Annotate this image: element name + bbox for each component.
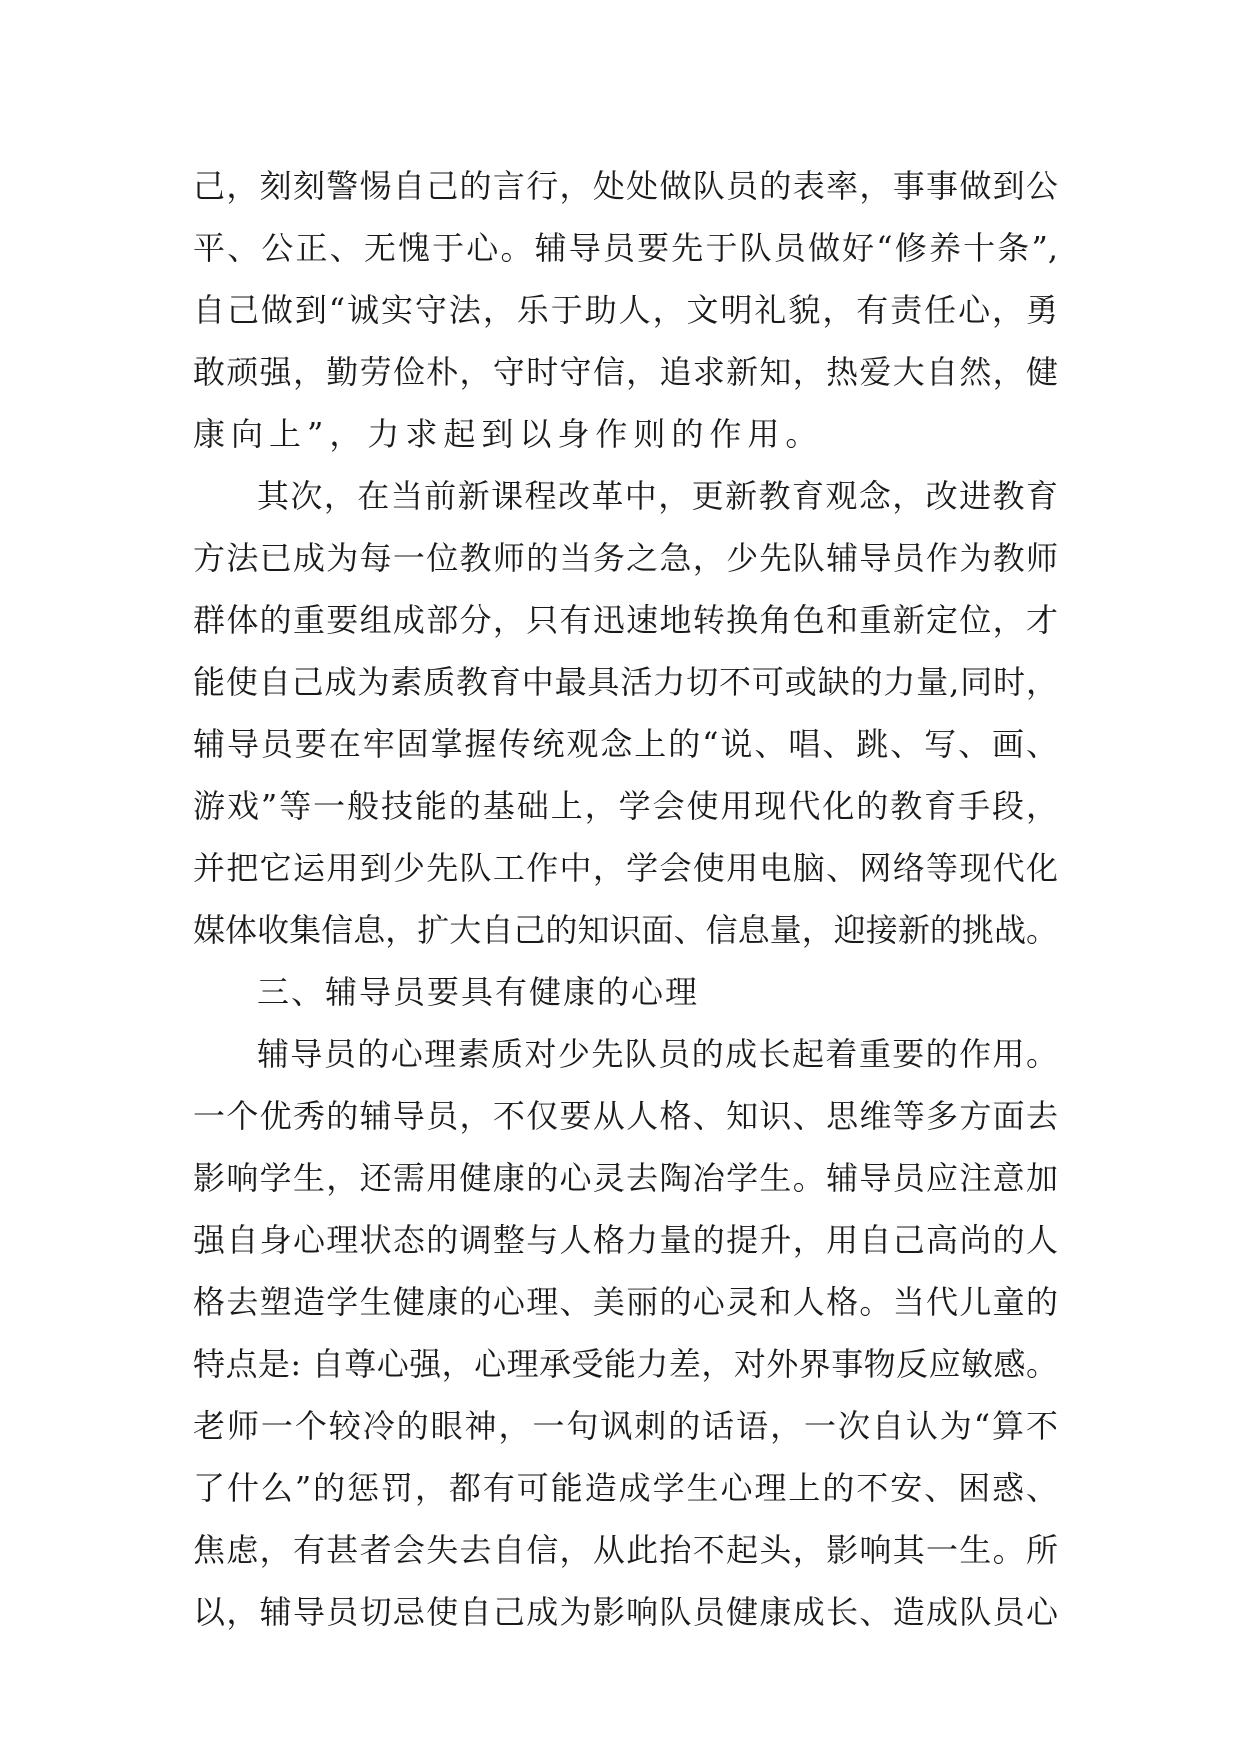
paragraph-line: 能使自己成为素质教育中最具活力切不可或缺的力量,同时，: [193, 663, 1058, 701]
paragraph-line: 格去塑造学生健康的心理、美丽的心灵和人格。当代儿童的: [193, 1283, 1058, 1321]
paragraph-line: 媒体收集信息，扩大自己的知识面、信息量，迎接新的挑战。: [193, 911, 1058, 949]
paragraph-line: 特点是: 自尊心强，心理承受能力差，对外界事物反应敏感。: [193, 1345, 1058, 1383]
paragraph-line: 辅导员要在牢固掌握传统观念上的“说、唱、跳、写、画、: [193, 725, 1058, 763]
paragraph-line: 焦虑，有甚者会失去自信，从此抬不起头，影响其一生。所: [193, 1531, 1058, 1569]
paragraph-line: 影响学生，还需用健康的心灵去陶冶学生。辅导员应注意加: [193, 1159, 1058, 1197]
paragraph-line: 辅导员的心理素质对少先队员的成长起着重要的作用。: [257, 1035, 1058, 1073]
paragraph-line: 了什么”的惩罚，都有可能造成学生心理上的不安、困惑、: [193, 1469, 1058, 1507]
paragraph-line: 方法已成为每一位教师的当务之急，少先队辅导员作为教师: [193, 539, 1058, 577]
paragraph-line: 其次，在当前新课程改革中，更新教育观念，改进教育: [257, 477, 1058, 515]
paragraph-line: 游戏”等一般技能的基础上，学会使用现代化的教育手段，: [193, 787, 1058, 825]
paragraph-line: 己，刻刻警惕自己的言行，处处做队员的表率，事事做到公: [193, 167, 1058, 205]
paragraph-line: 平、公正、无愧于心。辅导员要先于队员做好“修养十条”,: [193, 229, 1058, 267]
paragraph-line: 敢顽强，勤劳俭朴，守时守信，追求新知，热爱大自然，健: [193, 353, 1058, 391]
paragraph-line: 以，辅导员切忌使自己成为影响队员健康成长、造成队员心: [193, 1593, 1058, 1631]
paragraph-line: 康向上”，力求起到以身作则的作用。: [193, 415, 824, 453]
paragraph-line: 群体的重要组成部分，只有迅速地转换角色和重新定位，才: [193, 601, 1058, 639]
document-body: [193, 155, 1058, 1643]
paragraph-line: 老师一个较冷的眼神，一句讽刺的话语，一次自认为“算不: [193, 1407, 1058, 1445]
section-heading: 三、辅导员要具有健康的心理: [257, 973, 700, 1011]
paragraph-line: 自己做到“诚实守法，乐于助人，文明礼貌，有责任心，勇: [193, 291, 1058, 329]
paragraph-line: 一个优秀的辅导员，不仅要从人格、知识、思维等多方面去: [193, 1097, 1058, 1135]
paragraph-line: 强自身心理状态的调整与人格力量的提升，用自己高尚的人: [193, 1221, 1058, 1259]
paragraph-line: 并把它运用到少先队工作中，学会使用电脑、网络等现代化: [193, 849, 1058, 887]
